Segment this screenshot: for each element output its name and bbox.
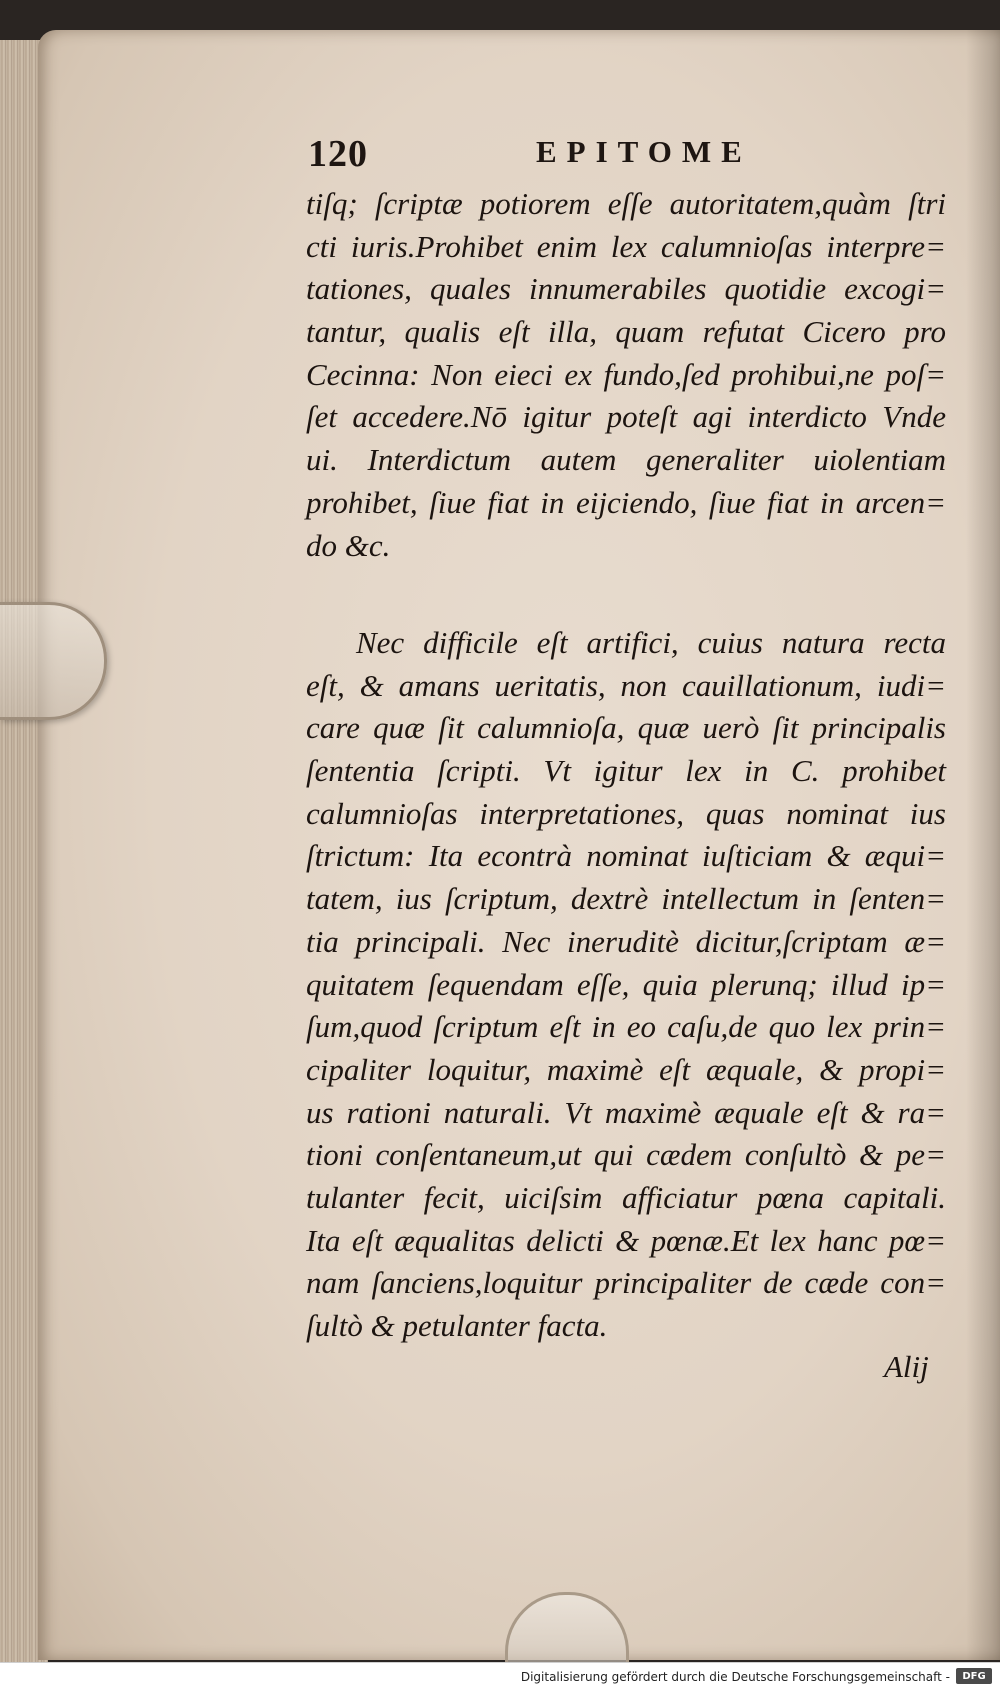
dfg-logo-icon: DFG (956, 1668, 992, 1684)
text-line: prohibet, ſiue fiat in eijciendo, ſiue fiat in arcen= (306, 484, 946, 520)
paragraph-2 (306, 622, 946, 1348)
text-line: ſum,quod ſcriptum eſt in eo caſu,de quo lex prin= (306, 1009, 946, 1045)
text-line: tiſq; ſcriptæ potiorem eſſe autoritatem,quàm ſtri (306, 186, 946, 221)
text-line: nam ſanciens,loquitur principaliter de cæde con= (306, 1265, 946, 1301)
text-line: ſet accedere.Nō igitur poteſt agi interdicto Vnde (306, 399, 946, 435)
text-line: ſtrictum: Ita econtrà nominat iuſticiam & æqui= (306, 838, 946, 874)
page-header (308, 132, 938, 175)
text-line: ſententia ſcripti. Vt igitur lex in C. prohibet (306, 753, 946, 789)
text-line: tioni conſentaneum,ut qui cædem conſultò & pe= (306, 1137, 946, 1173)
text-line: cti iuris.Prohibet enim lex calumnioſas interpre= (306, 228, 946, 264)
catchword: Alij (884, 1349, 929, 1384)
text-line: care quæ ſit calumnioſa, quæ uerò ſit principalis (306, 710, 946, 746)
digitization-footer (0, 1662, 1000, 1691)
paragraph-1 (306, 183, 946, 567)
text-line: Nec difficile eſt artifici, cuius natura recta (356, 625, 946, 660)
page-number: 120 (308, 133, 368, 175)
text-line: do &c. (306, 527, 391, 563)
text-line: ſultò & petulanter facta. (306, 1308, 608, 1343)
text-line: ui. Interdictum autem generaliter uiolentiam (306, 442, 946, 478)
text-line: tationes, quales innumerabiles quotidie excogi= (306, 271, 946, 307)
text-line: us rationi naturali. Vt maximè æquale eſt & ra= (306, 1094, 946, 1130)
text-line: tatem, ius ſcriptum, dextrè intellectum in ſenten= (306, 881, 946, 917)
text-line: eſt, & amans ueritatis, non cauillationum, iudi= (306, 667, 946, 703)
text-line: Cecinna: Non eieci ex fundo,ſed prohibui,ne poſ= (306, 356, 946, 392)
funding-credit: Digitalisierung gefördert durch die Deutsche Forschungsgemeinschaft - (520, 1670, 950, 1684)
text-line: Ita eſt æqualitas delicti & pœnæ.Et lex hanc pœ= (306, 1222, 946, 1258)
text-line: tulanter fecit, uiciſsim afficiatur pœna capitali. (306, 1179, 946, 1215)
text-line: tantur, qualis eſt illa, quam refutat Cicero pro (306, 314, 946, 350)
text-line: quitatem ſequendam eſſe, quia plerunq; illud ip= (306, 966, 946, 1002)
text-line: cipaliter loquitur, maximè eſt æquale, & propi= (306, 1051, 946, 1087)
text-line: calumnioſas interpretationes, quas nominat ius (306, 795, 946, 831)
text-line: tia principali. Nec ineruditè dicitur,ſcriptam æ= (306, 923, 946, 959)
running-title: EPITOME (536, 134, 752, 169)
